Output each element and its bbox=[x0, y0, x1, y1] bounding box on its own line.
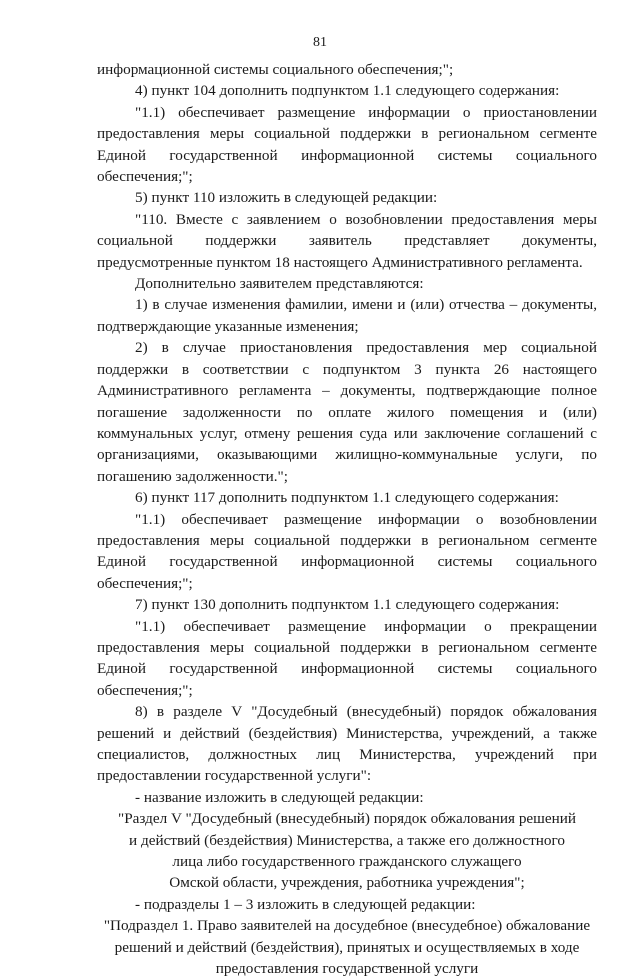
paragraph: 7) пункт 130 дополнить подпунктом 1.1 следующего содержания: bbox=[135, 596, 560, 614]
paragraph: "1.1) обеспечивает размещение информации о возобновлении предоставления меры социальной поддержки в региональном сегменте Единой государственной информационной системы социального обеспечения;"; bbox=[97, 510, 597, 592]
page-number: 81 bbox=[313, 35, 327, 50]
paragraph: информационной системы социального обеспечения;"; bbox=[97, 61, 454, 78]
paragraph: 6) пункт 117 дополнить подпунктом 1.1 следующего содержания: bbox=[135, 489, 559, 507]
subsection-title-line: "Подраздел 1. Право заявителей на досудебное (внесудебное) обжалование bbox=[103, 917, 591, 935]
paragraph: 1) в случае изменения фамилии, имени и (или) отчества – документы, подтверждающие указанные изменения; bbox=[97, 296, 597, 335]
section-title-line: Омской области, учреждения, работника учреждения"; bbox=[169, 874, 525, 892]
paragraph: "1.1) обеспечивает размещение информации о приостановлении предоставления меры социальной поддержки в региональном сегменте Единой государственной информационной системы социального обеспечения;"; bbox=[97, 103, 597, 186]
paragraph: 8) в разделе V "Досудебный (внесудебный) порядок обжалования решений и действий (бездействия) Министерства, учреждений, а также специалистов, должностных лиц Министерства, учреждений при предоставлении государственной услуги": bbox=[97, 703, 597, 785]
subsection-title-line: решений и действий (бездействия), принятых и осуществляемых в ходе bbox=[114, 938, 580, 956]
paragraph: "110. Вместе с заявлением о возобновлении предоставления меры социальной поддержки заявитель представляет документы, предусмотренные пунктом 18 настоящего Административного регламента. bbox=[97, 210, 597, 271]
subsection-title-line: предоставления государственной услуги bbox=[215, 960, 479, 978]
paragraph: "1.1) обеспечивает размещение информации о прекращении предоставления меры социальной поддержки в региональном сегменте Единой государственной информационной системы социального обеспечения;"; bbox=[97, 617, 597, 699]
paragraph: 4) пункт 104 дополнить подпунктом 1.1 следующего содержания: bbox=[135, 82, 560, 100]
paragraph: - название изложить в следующей редакции: bbox=[135, 788, 424, 806]
paragraph: 5) пункт 110 изложить в следующей редакции: bbox=[135, 189, 438, 207]
paragraph: 2) в случае приостановления предоставления мер социальной поддержки в соответствии с подпунктом 3 пункта 26 настоящего Административного регламента – документы, подтверждающие полное погашение задолженности по оплате жилого помещения и (или) коммунальных услуг, отмену решения суда или заключение соглашений с организациями, оказывающими жилищно-коммунальные услуги, по погашению задолженности."; bbox=[97, 339, 597, 485]
section-title-line: лица либо государственного гражданского служащего bbox=[172, 853, 522, 871]
section-title bbox=[97, 808, 597, 894]
subsection-title bbox=[97, 915, 597, 979]
section-title-line: "Раздел V "Досудебный (внесудебный) порядок обжалования решений bbox=[118, 810, 576, 828]
document-body bbox=[97, 59, 597, 979]
section-title-line: и действий (бездействия) Министерства, а также его должностного bbox=[129, 831, 565, 849]
paragraph: Дополнительно заявителем представляются: bbox=[135, 275, 424, 293]
paragraph: - подразделы 1 – 3 изложить в следующей редакции: bbox=[135, 895, 476, 913]
